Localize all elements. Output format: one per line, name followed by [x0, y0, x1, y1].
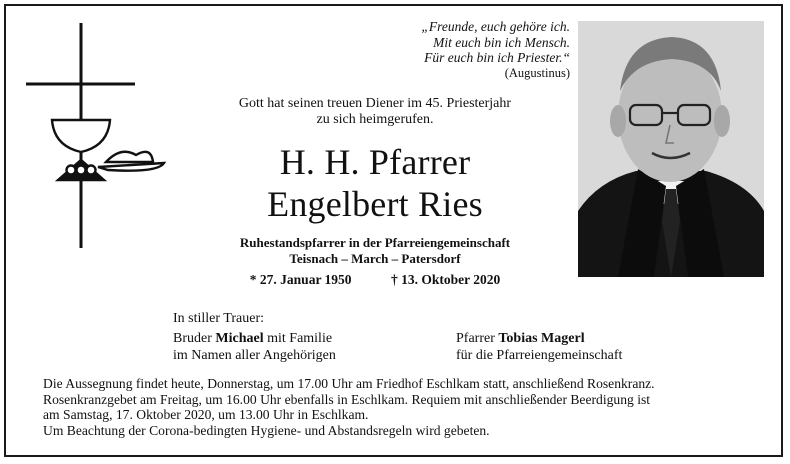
mourner-left-name: Michael — [215, 331, 264, 346]
funeral-notice — [43, 376, 783, 438]
notice-line-4: Um Beachtung der Corona-bedingten Hygiene- und Abstandsregeln wird gebeten. — [43, 422, 490, 438]
quote-line-3: Für euch bin ich Priester.“ — [424, 50, 570, 65]
quote-line-2: Mit euch bin ich Mensch. — [433, 34, 570, 50]
mourner-left-line-2: im Namen aller Angehörigen — [173, 347, 336, 363]
notice-line-2: Rosenkranzgebet am Freitag, um 16.00 Uhr ebenfalls in Eschlkam. Requiem mit anschließender Beerdigung ist — [43, 391, 651, 407]
quote-line-1: „Freunde, euch gehöre ich. — [421, 19, 570, 34]
portrait-photo — [578, 21, 764, 277]
deceased-name — [180, 141, 570, 225]
role-text — [180, 235, 570, 267]
name-line-2: Engelbert Ries — [267, 184, 483, 224]
mourner-right-prefix: Pfarrer — [456, 331, 499, 346]
intro-line-1: Gott hat seinen treuen Diener im 45. Priesterjahr — [238, 96, 512, 111]
quote-source: (Augustinus) — [504, 65, 570, 80]
role-line-1: Ruhestandspfarrer in der Pfarreiengemeinschaft — [239, 235, 511, 250]
mourner-right-name: Tobias Magerl — [498, 331, 585, 346]
intro-line-2: zu sich heimgerufen. — [316, 112, 434, 127]
cross-chalice-bread-icon — [18, 18, 170, 253]
birth-date: * 27. Januar 1950 — [249, 272, 352, 287]
life-dates — [180, 272, 570, 288]
role-line-2: Teisnach – March – Patersdorf — [289, 251, 461, 266]
mourning-heading: In stiller Trauer: — [173, 311, 264, 326]
mourner-left-prefix: Bruder — [173, 331, 216, 346]
quote-block — [250, 19, 570, 81]
notice-line-1: Die Aussegnung findet heute, Donnerstag, um 17.00 Uhr am Friedhof Eschlkam statt, anschließend Rosenkranz. — [43, 376, 655, 391]
death-date: † 13. Oktober 2020 — [390, 272, 501, 287]
intro-text — [180, 96, 570, 128]
mourner-parish — [456, 331, 622, 364]
mourner-left-suffix: mit Familie — [263, 331, 333, 346]
notice-line-3: am Samstag, 17. Oktober 2020, um 13.00 Uhr in Eschlkam. — [43, 407, 369, 423]
mourner-family — [173, 331, 336, 364]
name-line-1: H. H. Pfarrer — [279, 142, 471, 182]
mourner-right-line-2: für die Pfarreiengemeinschaft — [456, 347, 623, 363]
